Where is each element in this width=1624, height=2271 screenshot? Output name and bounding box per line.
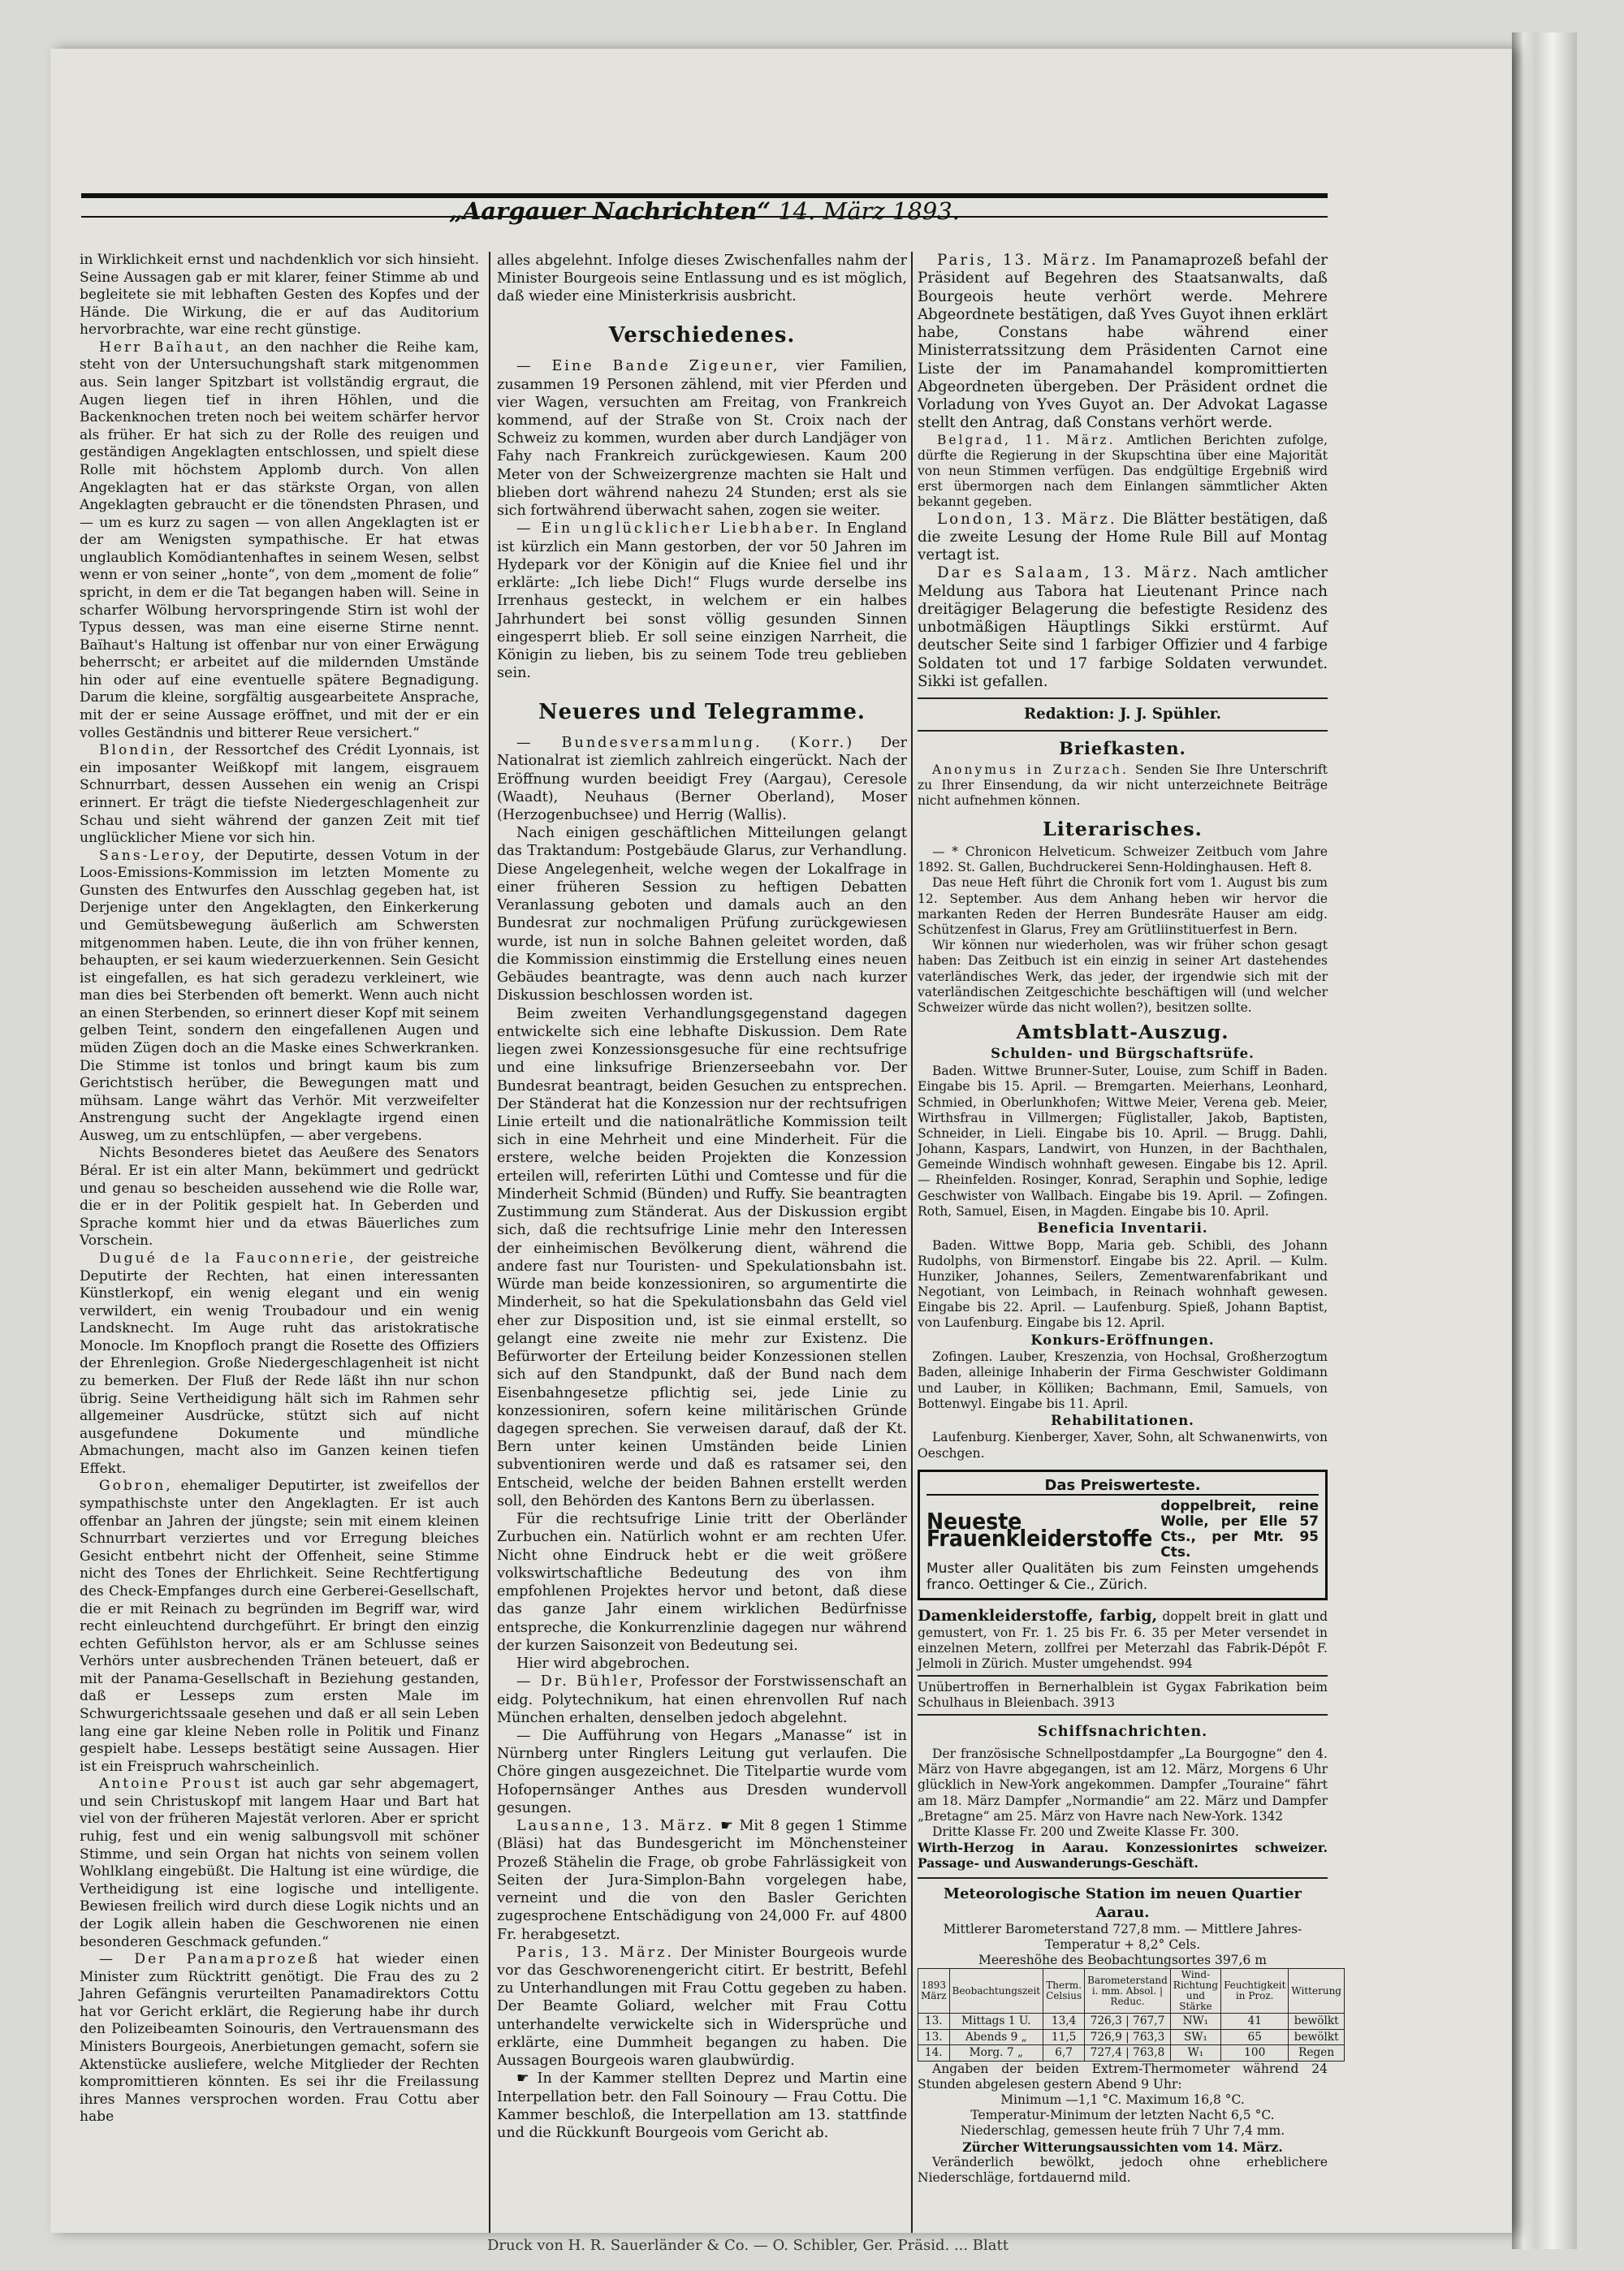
article-lead: Lausanne, 13. März.	[516, 1818, 715, 1835]
amtsblatt-paragraph: Laufenburg. Kienberger, Xaver, Sohn, alt Schwanenwirts, von Oeschgen.	[918, 1430, 1328, 1461]
article-paragraph: in Wirklichkeit ernst und nachdenklich vor sich hinsieht. Seine Aussagen gab er mit klarer, feiner Stimme ab und begleitete sie mit lebhaften Gesten des Kopfes und der Hände. Die Wirkung, die er auf das Auditorium hervorbrachte, war eine recht günstige.	[80, 252, 479, 339]
article-lead: — Bundesversammlung. (Korr.)	[516, 735, 855, 752]
table-cell: 6,7	[1043, 2045, 1085, 2061]
article-lead: — Ein unglücklicher Liebhaber.	[516, 520, 821, 538]
meteo-line: Temperatur-Minimum der letzten Nacht 6,5 °C.	[970, 2108, 1275, 2123]
table-cell: NW₁	[1170, 2014, 1220, 2029]
masthead-underline	[81, 216, 1328, 218]
masthead	[81, 197, 1328, 225]
person-name: Blondin,	[99, 742, 178, 759]
section-heading-neueres: Neueres und Telegramme.	[538, 699, 866, 724]
advertisement-bernerhalblein	[918, 1677, 1328, 1716]
ad-number: 3913	[1082, 1695, 1115, 1711]
header-cell: Beobachtungszeit	[949, 1969, 1043, 2014]
article-paragraph	[497, 1673, 907, 1727]
wetter-heading: Zürcher Witterungsaussichten vom 14. März.	[962, 2139, 1283, 2155]
paragraph-text: der Deputirte, dessen Votum in der Loos-Emissions-Kommission im letzten Momente zu Gunsten des Entwurfes den Ausschlag gegeben hat, ist Derjenige unter den Angeklagten, den Einkerkerung und Gemütsbewegung äußerlich am Schwersten mitgenommen haben. Leute, die ihn von früher kennen, behaupten, er sei kaum wiederzuerkennen. Sein Gesicht ist eingefallen, es hat sich geradezu verkleinert, wie man dies bei Sterbenden oft bemerkt. Wenn auch nicht an einen Sterbenden, so erinnert dieser Kopf mit seinem gelben Teint, sondern den eingefallenen Augen und müden Zügen doch an die Maske eines Schwerkranken. Die Stimme ist tonlos und bringt kaum bis zum Gerichtstisch herüber, die Bewegungen matt und mühsam. Lange währt das Verhör. Mit verzweifelter Anstrengung sucht der Angeklagte irgend einen Ausweg, um zu entschlüpfen, — aber vergebens.	[80, 847, 479, 1144]
person-name: Sans-Leroy,	[99, 847, 208, 864]
person-name: Herr Baïhaut,	[99, 339, 232, 356]
briefkasten-text	[918, 762, 1328, 810]
ad-row	[926, 1499, 1319, 1561]
table-row	[918, 2045, 1345, 2061]
schiffsnachrichten-block	[918, 1746, 1328, 1871]
article-lead: — Eine Bande Zigeuner,	[516, 358, 780, 375]
article-paragraph	[80, 1776, 479, 1951]
meteo-line: Meereshöhe des Beobachtungsortes 397,6 m	[978, 1953, 1267, 1968]
table-cell: 41	[1221, 2014, 1289, 2029]
telegram-paragraph	[918, 433, 1328, 511]
article-paragraph	[497, 1944, 907, 2070]
table-cell: Mittags 1 U.	[949, 2014, 1043, 2029]
section-heading-amtsblatt: Amtsblatt-Auszug.	[1016, 1021, 1229, 1044]
paragraph-text: Die Blätter bestätigen, daß die zweite Lesung der Home Rule Bill auf Montag vertagt ist.	[918, 510, 1328, 564]
article-paragraph: Nichts Besonderes bietet das Aeußere des Senators Béral. Er ist ein alter Mann, bekümmert und gedrückt und genau so bescheiden aussehend wie die Rolle war, die er in der Politik gespielt hat. In Geberden und Sprache kommt hier und da etwas Bäuerliches zum Vorschein.	[80, 1145, 479, 1250]
article-paragraph	[497, 520, 907, 682]
paragraph-text: ist auch gar sehr abgemagert, und sein Christuskopf mit langem Haar und Bart hat viel von der früheren Majestät verloren. Aber er spricht ruhig, fest und ein wenig salbungsvoll mit schöner Stimme, und sein Organ hat nichts von seinem vollen Wohlklang eingebüßt. Die Haltung ist eine würdige, die Vertheidigung ist eine logische und intelligente. Bewiesen freilich wird durch diese Logik nichts und an der Logik allein haben die Geschworenen nie einen besonderen Geschmack gefunden.“	[80, 1776, 479, 1950]
table-cell: 13,4	[1043, 2014, 1085, 2029]
table-cell: 14.	[918, 2045, 950, 2061]
column-3	[918, 252, 1341, 2186]
paragraph-text: der geistreiche Deputirte der Rechten, hat einen interessanten Künstlerkopf, ein wenig elegant und ein wenig verwildert, ein wenig Troubadour und ein wenig Landsknecht. Im Auge ruht das aristokratische Monocle. Im Knopfloch prangt die Rosette des Offiziers der Ehrenlegion. Große Niedergeschlagenheit ist nicht zu bemerken. Der Fluß der Rede läßt ihn nur schon übrig. Seine Vertheidigung hält sich im Rahmen sehr allgemeiner Ausdrücke, stützt sich auf nicht ausgefundene Dokumente und mündliche Abmachungen, macht also im Ganzen keinen tiefen Effekt.	[80, 1250, 479, 1477]
section-rule	[918, 730, 1328, 732]
article-paragraph: alles abgelehnt. Infolge dieses Zwischenfalles nahm der Minister Bourgeois seine Entlassung und es ist möglich, daß wieder eine Ministerkrisis ausbricht.	[497, 253, 907, 305]
article-paragraph	[80, 1951, 479, 2126]
subheading-schulden: Schulden- und Bürgschaftsrüfe.	[991, 1045, 1255, 1061]
article-lead: — Der Panamaprozeß	[99, 1951, 320, 1968]
meteo-line: Minimum —1,1 °C. Maximum 16,8 °C.	[1000, 2092, 1245, 2108]
paragraph-text: ehemaliger Deputirter, ist zweifellos der sympathischste unter den Angeklagten. Er ist auch offenbar an Jahren der jüngste; sein mit einem kleinen Schnurrbart verziertes und vor Erregung bleiches Gesicht entbehrt nicht der Offenheit, seine Stimme nicht des Tones der Ehrlichkeit. Seine Rechtfertigung des Check-Empfanges durch eine Gerberei-Gesellschaft, die er mit Reinach zu begründen im Begriff war, wird recht einleuchtend durchgeführt. Er bringt den einzig echten Gefühlston hervor, als er am Schlusse seines Verhörs unter ausbrechenden Tränen beteuert, daß er mit der Panama-Gesellschaft in Beziehung gestanden, daß er Lesseps zum ersten Male im Schwurgerichtssaale gesehen und daß er all sein Leben lang eine gar kleine Neben rolle in Politik und Finanz gespielt habe. Lesseps bestätigt seine Aussagen. Hier ist ein Freispruch wahrscheinlich.	[80, 1478, 479, 1775]
table-cell: Regen	[1289, 2045, 1345, 2061]
pointing-hand-icon: ☛	[516, 2070, 529, 2088]
pointing-hand-icon: ☛	[720, 1818, 733, 1835]
table-cell: 727,4 | 763,8	[1085, 2045, 1171, 2061]
ad-text: doppelt breit in glatt und gemustert, von Fr. 1. 25 bis Fr. 6. 35 per Meter versendet in einzelnen Metern, zollfrei per Meterzahl das Fabrik-Dépôt F. Jelmoli in Zürich. Muster umgehendst.	[918, 1609, 1328, 1671]
paragraph-text: In der Kammer stellten Deprez und Martin eine Interpellation betr. den Fall Soinoury — Frau Cottu. Die Kammer beschloß, die Interpellation am 13. stattfinde und die Rückkunft Bourgeois vom Gericht ab.	[497, 2070, 908, 2142]
paragraph-text: Im Panamaprozeß befahl der Präsident auf Begehren des Staatsanwalts, daß Bourgeois heute verhört werde. Mehrere Abgeordnete bestätigen, daß Yves Guyot ihnen erklärt habe, Constans habe während einer Ministerratssitzung dem Präsidenten Carnot eine Liste der im Panamahandel kompromittierten Abgeordneten übergeben. Der Präsident ordnet die Vorladung von Yves Guyot an. Der Advokat Lagasse stellt den Antrag, daß Constans verhört werde.	[918, 252, 1328, 432]
weather-table-header	[918, 1969, 1345, 2014]
wirth-herzog-line: Wirth-Herzog in Aarau. Konzessionirtes schweizer. Passage- und Auswanderungs-Geschäft.	[918, 1840, 1328, 1872]
ad-heading: Das Preiswerteste.	[926, 1477, 1319, 1496]
article-paragraph	[80, 848, 479, 1146]
section-rule	[918, 1877, 1328, 1879]
person-name: Dugué de la Fauconnerie,	[99, 1250, 356, 1267]
paragraph-text: In England ist kürzlich ein Mann gestorben, der vor 50 Jahren im Hydepark vor der Königin auf die Kniee fiel und ihr erklärte: „Ich liebe Dich!“ Flugs wurde derselbe ins Irrenhaus gesteckt, in welchem er ein halbes Jahrhundert bei sonst völlig gesunden Sinnen eingesperrt blieb. Er soll seine einzigen Narrheit, die Königin zu lieben, bis zu seinem Tode treu geblieben sein.	[497, 520, 907, 682]
paragraph-text: Der Minister Bourgeois wurde vor das Geschworenengericht citirt. Er bestritt, Befehl zu Unterhandlungen mit Frau Cottu gegeben zu haben. Der Beamte Goliard, welcher mit Frau Cottu unterhandelte verwickelte sich in Widersprüche und erklärte, eine Dummheit begangen zu haben. Die Aussagen Bourgeois waren glaubwürdig.	[497, 1944, 908, 2070]
telegram-paragraph	[918, 252, 1328, 433]
article-paragraph: — Die Aufführung von Hegars „Manasse“ ist in Nürnberg unter Ringlers Leitung gut verlaufen. Die Chöre gingen ausgezeichnet. Die Titelpartie wurde vom Hofopernsänger Anthes aus Dresden wundervoll gesungen.	[497, 1727, 907, 1816]
header-cell: Witterung	[1289, 1969, 1345, 2014]
paragraph-text: der Ressortchef des Crédit Lyonnais, ist ein imposanter Weißkopf mit langem, eisgrauem Schnurrbart, dessen Aussehen ein wenig an Crispi erinnert. Er trägt die tiefste Niedergeschlagenheit zur Schau und sieht während der ganzen Zeit mit tief unglücklicher Miene vor sich hin.	[80, 742, 479, 847]
article-paragraph	[497, 1817, 907, 1944]
table-row	[918, 2014, 1345, 2029]
table-cell: 726,9 | 763,3	[1085, 2029, 1171, 2044]
section-rule	[918, 697, 1328, 699]
article-lead: Dar es Salaam, 13. März.	[937, 564, 1200, 582]
article-paragraph: Nach einigen geschäftlichen Mitteilungen gelangt das Traktandum: Postgebäude Glarus, zur Verhandlung. Diese Angelegenheit, welche wegen der Lokalfrage in einer früheren Session zu heftigen Debatten Veranlassung geboten und damals auch an den Bundesrat zur nochmaligen Prüfung zurückgewiesen wurde, ist nun in solche Bahnen geleitet worden, daß die Kommission einstimmig die Erstellung eines neuen Gebäudes beantragte, was denn auch nach kurzer Diskussion beschlossen worden ist.	[497, 825, 907, 1004]
paragraph-text: Amtlichen Berichten zufolge, dürfte die Regierung in der Skupschtina über eine Majorität von neun Stimmen verfügen. Das endgültige Ergebniß wird erst übermorgen nach dem Einlangen sämmtlicher Akten bekannt gegeben.	[918, 432, 1328, 510]
advertisement-frauenkleiderstoffe	[918, 1470, 1328, 1601]
ad-number: 1342	[1250, 1808, 1284, 1824]
ad-title: Neueste Frauenkleiderstoffe	[926, 1507, 1153, 1552]
header-cell: Feuchtigkeit in Proz.	[1221, 1969, 1289, 2014]
table-cell: 100	[1221, 2045, 1289, 2061]
telegram-paragraph	[918, 511, 1328, 565]
weather-table	[918, 1968, 1345, 2061]
header-cell: 1893 März	[918, 1969, 950, 2014]
ad-text: Unübertroffen in Bernerhalblein ist Gygax Fabrikation beim Schulhaus in Bleienbach.	[918, 1680, 1328, 1711]
meteo-notes	[918, 2062, 1328, 2186]
article-paragraph	[80, 742, 479, 847]
article-paragraph: Beim zweiten Verhandlungsgegenstand dagegen entwickelte sich eine lebhafte Diskussion. Dem Rate liegen zwei Konzessionsgesuche für eine rechtsufrige und eine linksufrige Brienzerseebahn vor. Der Bundesrat beantragt, beiden Gesuchen zu entsprechen. Der Ständerat hat die Konzession nur der rechtsufrigen Linie erteilt und die nationalrätliche Kommission teilt sich in eine Mehrheit und eine Minderheit. Für die erstere, welche beiden Projekten die Konzession erteilen will, referirten Lüthi und Comtesse und für die Minderheit Schmid (Bünden) und Ruffy. Sie beantragten Zustimmung zum Ständerat. Aus der Diskussion ergibt sich, daß die rechtsufrige Linie mehr den Interessen der einheimischen Bevölkerung dient, während die andere fast nur Touristen- und Spekulationsbahn ist. Würde man beide konzessioniren, so argumentirte die Minderheit, so hat die Spekulationsbahn das Geld viel eher zur Disposition und, ist sie einmal erstellt, so gelangt eine zweite nie mehr zur Existenz. Die Befürworter der Erteilung beider Konzessionen stellen sich auf den Standpunkt, daß der Bund nach dem Eisenbahngesetze pflichtig sei, jede Linie zu konzessioniren, sofern keine militärischen Gründe dagegen sprechen. Sie verweisen darauf, daß der Kt. Bern unter keinen Umständen beide Linien subventioniren werde und daß es ratsamer sei, den Entscheid, welche der beiden Bahnen erstellt werden soll, den Behörden des Kantons Bern zu überlassen.	[497, 1005, 907, 1509]
section-heading-literarisches: Literarisches.	[1043, 817, 1203, 840]
article-paragraph	[80, 1478, 479, 1776]
lit-paragraph: Wir können nur wiederholen, was wir früher schon gesagt haben: Das Zeitbuch ist ein einzig in seiner Art dastehendes vaterländisches Werk, das jeder, der irgendwie sich mit der vaterländischen Zeitgeschichte beschäftigen will (und welcher Schweizer würde das nicht wollen?), besitzen sollte.	[918, 938, 1328, 1015]
article-paragraph	[80, 339, 479, 742]
column-divider-2	[911, 252, 913, 2233]
telegram-paragraph	[918, 564, 1328, 691]
paragraph-text: Professor der Forstwissenschaft an eidg. Polytechnikum, hat einen ehrenvollen Ruf nach München erhalten, denselben jedoch abgelehnt.	[497, 1673, 908, 1726]
table-cell: 13.	[918, 2029, 950, 2044]
article-paragraph	[80, 1250, 479, 1479]
article-paragraph	[497, 2070, 907, 2142]
article-lead: Anonymus in Zurzach.	[932, 762, 1129, 778]
table-cell: 726,3 | 767,7	[1085, 2014, 1171, 2029]
table-cell: 65	[1221, 2029, 1289, 2044]
article-lead: Paris, 13. März.	[516, 1944, 674, 1961]
paragraph-text: Senden Sie Ihre Unterschrift zu Ihrer Einsendung, da wir nicht unterzeichnete Beiträge nicht aufnehmen können.	[918, 762, 1328, 809]
schiff-paragraph: Dritte Klasse Fr. 200 und Zweite Klasse Fr. 300.	[932, 1824, 1239, 1839]
amtsblatt-paragraph: Zofingen. Lauber, Kreszenzia, von Hochsal, Großherzogtum Baden, alleinige Inhaberin der Firma Geschwister Goldimann und Lauber, in Kölliken; Bachmann, Emil, Samuels, von Bottenwyl. Eingabe bis 11. April.	[918, 1349, 1328, 1411]
article-paragraph: Hier wird abgebrochen.	[516, 1656, 690, 1673]
amtsblatt-block	[918, 1064, 1328, 1461]
article-lead: — Dr. Bühler,	[516, 1673, 646, 1690]
page-edge	[1512, 32, 1577, 2249]
table-cell: 13.	[918, 2014, 950, 2029]
article-lead: Paris, 13. März.	[937, 252, 1099, 269]
schiff-paragraph	[918, 1746, 1328, 1824]
subheading-beneficia: Beneficia Inventarii.	[1037, 1220, 1208, 1236]
lit-paragraph: — * Chronicon Helveticum. Schweizer Zeitbuch vom Jahre 1892. St. Gallen, Buchdruckerei Senn-Holdinghausen. Heft 8.	[918, 844, 1328, 875]
paragraph-text: hat wieder einen Minister zum Rücktritt genötigt. Die Frau des zu 2 Jahren Gefängnis verurteilten Panamadirektors Cottu hat vor Gericht erklärt, die Regierung habe ihr durch den Polizeibeamten Soinouris, den Vertrauensmann des Ministers Bourgeois, Anerbietungen gemacht, sofern sie Aktenstücke ausliefere, welche Mitglieder der Rechten kompromittieren könnten. Es sei ihr die Freilassung ihres Mannes versprochen worden. Frau Cottu aber habe	[80, 1951, 479, 2126]
article-paragraph	[497, 734, 907, 824]
column-divider-1	[489, 252, 490, 2233]
person-name: Gobron,	[99, 1478, 173, 1495]
section-heading-schiffsnachrichten: Schiffsnachrichten.	[1037, 1724, 1208, 1741]
masthead-date: 14. März 1893.	[778, 197, 960, 225]
table-cell: W₁	[1170, 2045, 1220, 2061]
amtsblatt-paragraph: Baden. Wittwe Brunner-Suter, Louise, zum Schiff in Baden. Eingabe bis 15. April. — Bremgarten. Meierhans, Leonhard, Schmied, in Oberlunkhofen; Wittwe Meier, Verena geb. Meier, Wirthsfrau in Villmergen; Füglistaller, Jakob, Baptisten, Schneider, in Lieli. Eingabe bis 10. April. — Brugg. Dahli, Johann, Kaspars, Landwirt, von Hunzen, in der Bachthalen, Gemeinde Windisch wohnhaft gewesen. Eingabe bis 12. April. — Rheinfelden. Rosinger, Konrad, Seraphin und Sophie, ledige Geschwister von Wallbach. Eingabe bis 19. April. — Zofingen. Roth, Samuel, Eisen, in Magden. Eingabe bis 10. April.	[918, 1064, 1328, 1219]
briefkasten-block	[918, 762, 1328, 810]
paragraph-text: an den nachher die Reihe kam, steht von der Untersuchungshaft stark mitgenommen aus. Sein langer Spitzbart ist vollständig ergraut, die Augen liegen tief in ihren Höhlen, und die Backenknochen treten noch bei weitem schärfer hervor als früher. Er hat sich zu der Rolle des reuigen und geständigen Angeklagten entschlossen, und spielt diese Rolle mit höchstem Applomb durch. Von allen Angeklagten hat er das stärkste Organ, von allen Angeklagten gebraucht er die tönendsten Phrasen, und — um es kurz zu sagen — von allen Angeklagten ist er der am Wenigsten sympathische. Er hat etwas unglaublich Komödiantenhaftes in seinem Wesen, selbst wenn er von seiner „honte“, von dem „moment de folie“ spricht, in dem er die Tat begangen haben will. Seine in scharfer Wölbung hervorspringende Stirn ist wohl der Typus dessen, was man eine eiserne Stirne nennt. Baïhaut's Haltung ist offenbar nur von einer Erwägung beherrscht; er arbeitet auf die mildernden Umstände hin oder auf eine eventuelle spätere Begnadigung. Darum die kleine, sorgfältig ausgearbeitete Ansprache, mit der er seine Aussage eröffnet, und mit der er ein volles Geständnis und bitterer Reue versichert.“	[80, 339, 479, 741]
masthead-paper: „Aargauer Nachrichten“	[449, 197, 771, 225]
ad-number: 994	[1168, 1656, 1193, 1671]
ad-footer: Muster aller Qualitäten bis zum Feinsten umgehends franco. Oettinger & Cie., Zürich.	[926, 1561, 1319, 1594]
wetter-text: Veränderlich bewölkt, jedoch ohne erheblichere Niederschläge, fortdauernd mild.	[918, 2154, 1328, 2185]
redaktion-line: Redaktion: J. J. Spühler.	[1023, 706, 1222, 723]
header-cell: Therm. Celsius	[1043, 1969, 1085, 2014]
paragraph-text: Der französische Schnellpostdampfer „La Bourgogne“ den 4. März von Havre abgegangen, ist am 12. März, Morgens 6 Uhr glücklich in New-York angekommen. Dampfer „Touraine“ fährt am 18. März Dampfer „Normandie“ am 22. März und Dampfer „Bretagne“ am 25. März von Havre nach New-York.	[918, 1746, 1328, 1824]
meteo-line: Niederschlag, gemessen heute früh 7 Uhr 7,4 mm.	[960, 2123, 1285, 2139]
paragraph-text: vier Familien, zusammen 19 Personen zählend, mit vier Pferden und vier Wagen, versuchten am Freitag, von Frankreich kommend, auf der Straße von St. Croix nach der Schweiz zu kommen, wurden aber durch Landjäger von Fahy nach Frankreich zurückgewiesen. Kaum 200 Meter von der Schweizergrenze machten sie Halt und blieben dort während nahezu 24 Stunden; erst als sie sich fortwährend überwacht sahen, zogen sie weiter.	[497, 358, 907, 520]
section-heading-meteorologisch: Meteorologische Station im neuen Quartier Aarau.	[944, 1885, 1302, 1921]
section-heading-verschiedenes: Verschiedenes.	[608, 322, 796, 348]
person-name: Antoine Proust	[99, 1776, 242, 1793]
paragraph-text: Der Nationalrat ist ziemlich zahlreich eingerückt. Nach der Eröffnung wurden beeidigt Frey (Aargau), Ceresole (Waadt), Neuhaus (Berner Oberland), Moser (Herzogenbuchsee) und Herrig (Wallis).	[497, 735, 907, 824]
meteo-line: Angaben der beiden Extrem-Thermometer während 24 Stunden abgelesen gestern Abend 9 Uhr:	[918, 2061, 1328, 2092]
ad-price: doppelbreit, reine Wolle, per Elle 57 Cts., per Mtr. 95 Cts.	[1160, 1498, 1319, 1561]
table-row	[918, 2029, 1345, 2044]
column-2	[497, 252, 907, 2142]
article-paragraph: Für die rechtsufrige Linie tritt der Oberländer Zurbuchen ein. Natürlich wohnt er am rechten Ufer. Nicht ohne Eindruck hebt er die weit größere volkswirtschaftliche Bedeutung des von ihm empfohlenen Projektes hervor und betont, daß diese das ganze Jahr einem wirklichen Bedürfnisse entspreche, die Konkurrenzlinie dagegen nur während der kurzen Saisonzeit von Bedeutung sei.	[497, 1511, 907, 1654]
table-cell: SW₁	[1170, 2029, 1220, 2044]
table-cell: Morg. 7 „	[949, 2045, 1043, 2061]
subheading-konkurs: Konkurs-Eröffnungen.	[1030, 1332, 1215, 1348]
header-cell: Barometerstand i. mm. Absol. | Reduc.	[1085, 1969, 1171, 2014]
ad-lead: Damenkleiderstoffe, farbig,	[918, 1607, 1158, 1626]
column-1	[80, 252, 479, 2126]
table-cell: 11,5	[1043, 2029, 1085, 2044]
table-cell: bewölkt	[1289, 2029, 1345, 2044]
lit-paragraph: Das neue Heft führt die Chronik fort vom 1. August bis zum 12. September. Aus dem Anhang heben wir hervor die markanten Reden der Herren Bundesräte Hauser am eidg. Schützenfest in Glarus, Frey am Grütliinstituerfest in Bern.	[918, 875, 1328, 937]
paragraph-text: Mit 8 gegen 1 Stimme (Bläsi) hat das Bundesgericht im Mönchensteiner Prozeß Stähelin die Frage, ob grobe Fahrlässigkeit von Seiten der Jura-Simplon-Bahn vorgelegen habe, verneint und die von den Basler Gerichten zugesprochene Entschädigung von 24,000 Fr. auf 4800 Fr. herabgesetzt.	[497, 1818, 907, 1943]
article-paragraph	[497, 357, 907, 520]
subheading-rehabilitationen: Rehabilitationen.	[1051, 1412, 1194, 1428]
paragraph-text: Nach amtlicher Meldung aus Tabora hat Lieutenant Prince nach dreitägiger Belagerung die befestigte Residenz des unbotmäßigen Häuptlings Sikki erstürmt. Auf deutscher Seite sind 1 farbiger Offizier und 4 farbige Soldaten tot und 17 farbige Soldaten verwundet. Sikki ist gefallen.	[918, 564, 1328, 690]
section-heading-briefkasten: Briefkasten.	[1059, 738, 1186, 759]
table-cell: bewölkt	[1289, 2014, 1345, 2029]
advertisement-damenkleiderstoffe	[918, 1608, 1328, 1677]
table-cell: Abends 9 „	[949, 2029, 1043, 2044]
article-lead: Belgrad, 11. März.	[937, 432, 1116, 447]
article-lead: London, 13. März.	[937, 510, 1117, 528]
literarisches-block	[918, 844, 1328, 1016]
header-cell: Wind-Richtung und Stärke	[1170, 1969, 1220, 2014]
bottom-cut-off-strip: Druck von H. R. Sauerländer & Co. — O. Schibler, Ger. Präsid. ... Blatt	[487, 2237, 1009, 2254]
meteo-line: Mittlerer Barometerstand 727,8 mm. — Mittlere Jahres-Temperatur + 8,2° Cels.	[943, 1921, 1302, 1953]
amtsblatt-paragraph: Baden. Wittwe Bopp, Maria geb. Schibli, des Johann Rudolphs, von Birmenstorf. Eingabe bis 22. April. — Kulm. Hunziker, Johannes, Seilers, Zementwarenfabrikant und Negotiant, von Leimbach, in Reinach wohnhaft gewesen. Eingabe bis 22. April. — Laufenburg. Spieß, Johann Baptist, von Laufenburg. Eingabe bis 12. April.	[918, 1237, 1328, 1331]
